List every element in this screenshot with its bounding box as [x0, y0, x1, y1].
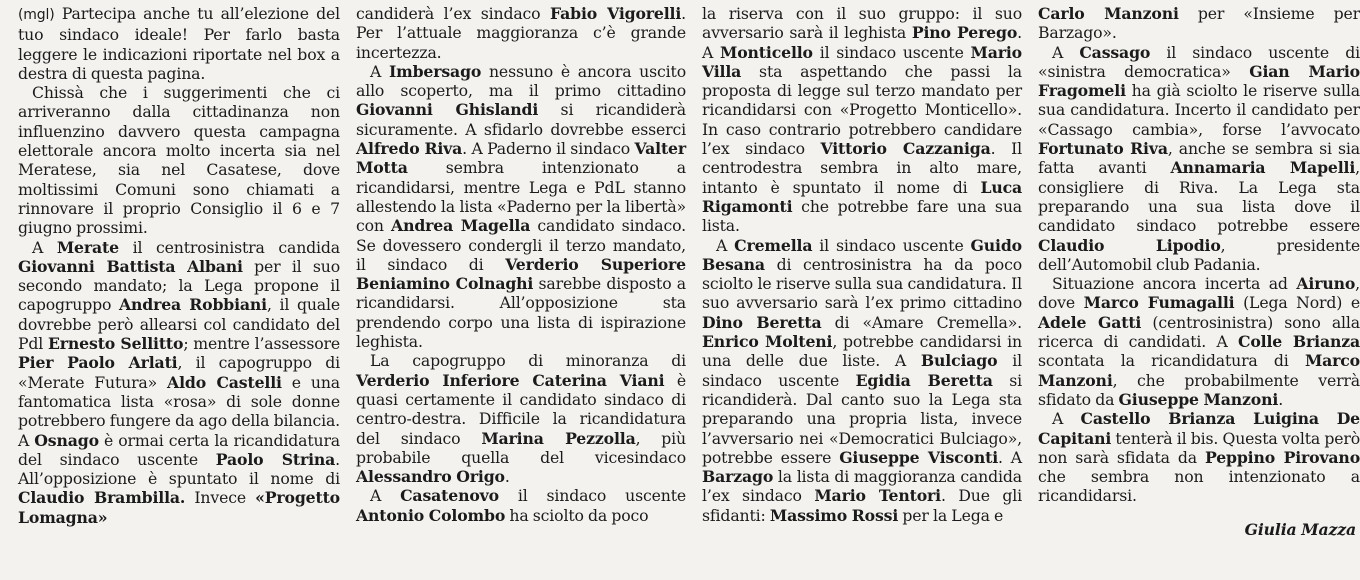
text-run: . A Paderno il sindaco	[462, 139, 635, 159]
text-run: . Due gli sfidanti:	[702, 486, 1023, 525]
paragraph	[1038, 43, 1360, 275]
bold-name-run: Enrico Molteni	[702, 332, 833, 352]
text-run: tenterà il bis. Questa volta però non sarà sfidata da	[1038, 428, 1360, 467]
paragraph	[702, 236, 1022, 525]
bold-name-run: Mario Villa	[702, 42, 1022, 81]
text-run: il sindaco uscente	[812, 42, 971, 62]
text-run: .	[1278, 389, 1284, 409]
bold-name-run: Dino Beretta	[702, 312, 822, 332]
text-run: e una fantomatica lista «rosa» di sole donne potrebbero fungere da ago della bilancia. A	[18, 372, 340, 450]
bold-name-run: Peppino Pirovano	[1204, 447, 1360, 467]
text-run: la lista di maggioranza candida l’ex sindaco	[702, 467, 1022, 506]
author-signature: Giulia Mazza	[1244, 519, 1356, 539]
text-run: il sindaco uscente	[812, 235, 971, 255]
bold-name-run: Luca Rigamonti	[702, 177, 1022, 216]
text-run: il centrosinistra candida	[118, 237, 341, 257]
paragraph	[356, 351, 686, 486]
bold-name-run: Ernesto Sellitto	[48, 334, 184, 354]
bold-name-run: Paolo Strina	[215, 449, 336, 469]
text-run: candiderà l’ex sindaco	[356, 4, 550, 23]
paragraph	[18, 83, 340, 237]
text-run: , presidente dell’Automobil club Padania.	[1038, 235, 1360, 274]
text-run: A	[370, 61, 389, 81]
text-run: sembra intenzionato a ricandidarsi, mentre Lega e PdL stanno allestendo la lista «Paderno per la libertà» con	[356, 158, 686, 236]
bold-name-run: Antonio Colombo	[356, 505, 506, 525]
bold-name-run: Marco Manzoni	[1038, 351, 1360, 390]
bold-name-run: Egidia Beretta	[855, 370, 993, 390]
bold-name-run: Barzago	[702, 467, 774, 487]
bold-name-run: Imbersago	[388, 61, 482, 81]
text-run: sarebbe disposto a ricandidarsi. All’opposizione sta prendendo corpo una lista di ispirazione leghista.	[356, 274, 686, 352]
bold-name-run: Vittorio Cazzaniga	[820, 139, 991, 159]
text-run: scontata la ricandidatura di	[1038, 351, 1305, 371]
paragraph	[356, 4, 686, 62]
bold-name-run: Massimo Rossi	[769, 505, 899, 525]
bold-name-run: Bulciago	[920, 351, 998, 371]
text-run: Situazione ancora incerta ad	[1052, 274, 1297, 294]
text-run: (mgl)	[18, 7, 55, 23]
text-run: il sindaco uscente	[702, 351, 1022, 390]
bold-name-run: Colle Brianza	[1238, 332, 1360, 352]
text-run: (Lega Nord) e	[1234, 293, 1360, 313]
text-run: che potrebbe fare una sua lista.	[702, 196, 1022, 236]
bold-name-run: Guido Besana	[702, 235, 1022, 274]
text-run: è ormai certa la ricandidatura del sindaco uscente	[18, 430, 340, 469]
bold-name-run: Cremella	[734, 235, 813, 255]
text-run: . Il centrodestra sembra in alto mare, intanto è spuntato il nome di	[702, 139, 1022, 197]
text-run: A	[32, 237, 57, 257]
text-run: Chissà che i suggerimenti che ci arriveranno dalla cittadinanza non influenzino davvero questa campagna elettorale ancora molto incerta sia nel Meratese, sia nel Casatese, dove moltissimi Comuni sono chiamati a rinnovare il proprio Consiglio il 6 e 7 giugno prossimi.	[18, 83, 340, 238]
text-run: A	[1052, 42, 1080, 62]
paragraph	[356, 486, 686, 525]
text-run: (centrosinistra) sono alla ricerca di candidati. A	[1038, 312, 1360, 352]
text-run: La capogruppo di minoranza di	[370, 351, 686, 371]
text-run: per «Insieme per Barzago».	[1038, 4, 1360, 43]
bold-name-run: Giovanni Ghislandi	[356, 100, 539, 120]
text-run: ; mentre l’assessore	[183, 334, 340, 354]
bold-name-run: Marco Fumagalli	[1083, 293, 1235, 313]
text-run: la riserva con il suo gruppo: il suo avversario sarà il leghista	[702, 4, 1022, 43]
text-run: . Per l’attuale maggioranza c’è grande incertezza.	[356, 4, 686, 62]
text-run: si ricandiderà sicuramente. A sfidarlo dovrebbe esserci	[356, 100, 686, 139]
bold-name-run: Carlo Manzoni	[1038, 4, 1179, 23]
paragraph	[356, 62, 686, 351]
bold-name-run: Pino Perego	[911, 23, 1018, 43]
bold-name-run: Fabio Vigorelli	[550, 4, 682, 23]
bold-name-run: Casatenovo	[400, 486, 499, 506]
bold-name-run: Castello Brianza Luigina De Capitani	[1038, 409, 1360, 448]
paragraph	[702, 4, 1022, 236]
bold-name-run: Andrea Robbiani	[119, 295, 267, 315]
bold-name-run: Claudio Brambilla.	[18, 488, 186, 508]
bold-name-run: Alessandro Origo	[356, 467, 505, 487]
paragraph	[18, 4, 340, 83]
text-run: , anche se sembra si sia fatta avanti	[1038, 139, 1360, 178]
text-run: A	[1052, 409, 1081, 429]
text-run: candidato sindaco. Se dovessero condergli il terzo mandato, il sindaco di	[356, 216, 686, 274]
text-run: , consigliere di Riva. La Lega sta preparando una sua lista dove il candidato sindaco potrebbe essere	[1038, 158, 1360, 236]
bold-name-run: Osnago	[34, 430, 99, 450]
text-run: ha sciolto da poco	[505, 505, 649, 525]
bold-name-run: Giuseppe Manzoni	[1118, 389, 1279, 409]
text-run: , più probabile quella del vicesindaco	[356, 428, 686, 467]
text-run: che sembra non intenzionato a ricandidarsi.	[1038, 467, 1360, 506]
bold-name-run: Aldo Castelli	[167, 372, 282, 392]
bold-name-run: Cassago	[1079, 42, 1151, 62]
text-run: di centrosinistra ha da poco sciolto le riserve sulla sua candidatura. Il suo avversario sarà l’ex primo cittadino	[702, 254, 1022, 313]
bold-name-run: Giuseppe Visconti	[839, 447, 999, 467]
text-column-2	[356, 4, 686, 580]
bold-name-run: Gian Mario Fragomeli	[1038, 61, 1360, 101]
text-run: è quasi certamente il candidato sindaco di centro-destra. Difficile la ricandidatura del sindaco	[356, 370, 687, 448]
text-run: Partecipa anche tu all’elezione del tuo sindaco ideale! Per farlo basta leggere le indicazioni riportate nel box a destra di questa pagina.	[18, 4, 340, 83]
bold-name-run: Fortunato Riva	[1038, 139, 1168, 159]
text-run: , il capogruppo di «Merate Futura»	[18, 353, 340, 392]
text-run: di «Amare Cremella».	[821, 312, 1022, 332]
paragraph	[1038, 274, 1360, 409]
bold-name-run: Pier Paolo Arlati	[18, 353, 178, 373]
bold-name-run: Verderio Inferiore Caterina Viani	[356, 370, 665, 390]
text-run: il sindaco uscente di «sinistra democratica»	[1038, 42, 1360, 81]
text-run: . All’opposizione è spuntato il nome di	[18, 449, 341, 489]
text-run: .	[504, 467, 510, 487]
bold-name-run: Alfredo Riva	[356, 139, 463, 159]
bold-name-run: Verderio Superiore Beniamino Colnaghi	[356, 254, 686, 294]
text-run: A	[716, 235, 735, 255]
bold-name-run: Claudio Lipodio	[1038, 235, 1221, 255]
text-column-3	[702, 4, 1022, 580]
text-run: , che probabilmente verrà sfidato da	[1038, 370, 1360, 409]
text-run: . A	[702, 23, 1022, 62]
bold-name-run: Valter Motta	[356, 139, 686, 178]
bold-name-run: Monticello	[720, 42, 813, 62]
bold-name-run: Merate	[56, 237, 119, 257]
bold-name-run: Giovanni Battista Albani	[18, 256, 243, 276]
text-run: sta aspettando che passi la proposta di legge sul terzo mandato per ricandidarsi con «Progetto Monticello». In caso contrario potrebbero candidare l’ex sindaco	[702, 61, 1022, 159]
text-run: per la Lega e	[898, 505, 1004, 525]
column-4-paragraphs	[1038, 4, 1360, 506]
text-run: , potrebbe candidarsi in una delle due liste. A	[702, 332, 1022, 371]
text-run: il sindaco uscente	[498, 486, 686, 506]
paragraph	[1038, 409, 1360, 505]
text-run: , dove	[1038, 274, 1360, 313]
text-run: , il quale dovrebbe però allearsi col candidato del Pdl	[18, 295, 341, 354]
text-run: per il suo secondo mandato; la Lega propone il capogruppo	[18, 256, 340, 315]
text-column-4	[1038, 4, 1360, 580]
paragraph	[1038, 4, 1360, 43]
text-run: A	[370, 486, 401, 506]
bold-name-run: Annamaria Mapelli	[1170, 158, 1356, 178]
bold-name-run: Marina Pezzolla	[481, 428, 636, 448]
text-run: . A	[998, 447, 1022, 467]
text-run: nessuno è ancora uscito allo scoperto, ma il primo cittadino	[356, 61, 686, 101]
text-column-1	[18, 4, 340, 580]
text-run: ha già sciolto le riserve sulla sua candidatura. Incerto il candidato per «Cassago cambia», forse l’avvocato	[1038, 81, 1360, 139]
bold-name-run: Airuno	[1296, 274, 1356, 294]
paragraph	[18, 238, 340, 527]
bold-name-run: «Progetto Lomagna»	[18, 488, 340, 527]
bold-name-run: Andrea Magella	[391, 216, 531, 236]
text-run: si ricandiderà. Dal canto suo la Lega sta preparando una propria lista, invece l’avversario nei «Democratici Bulciago», potrebbe essere	[702, 370, 1022, 467]
bold-name-run: Adele Gatti	[1038, 312, 1142, 332]
text-run: Invece	[185, 488, 256, 508]
bold-name-run: Mario Tentori	[814, 486, 941, 506]
